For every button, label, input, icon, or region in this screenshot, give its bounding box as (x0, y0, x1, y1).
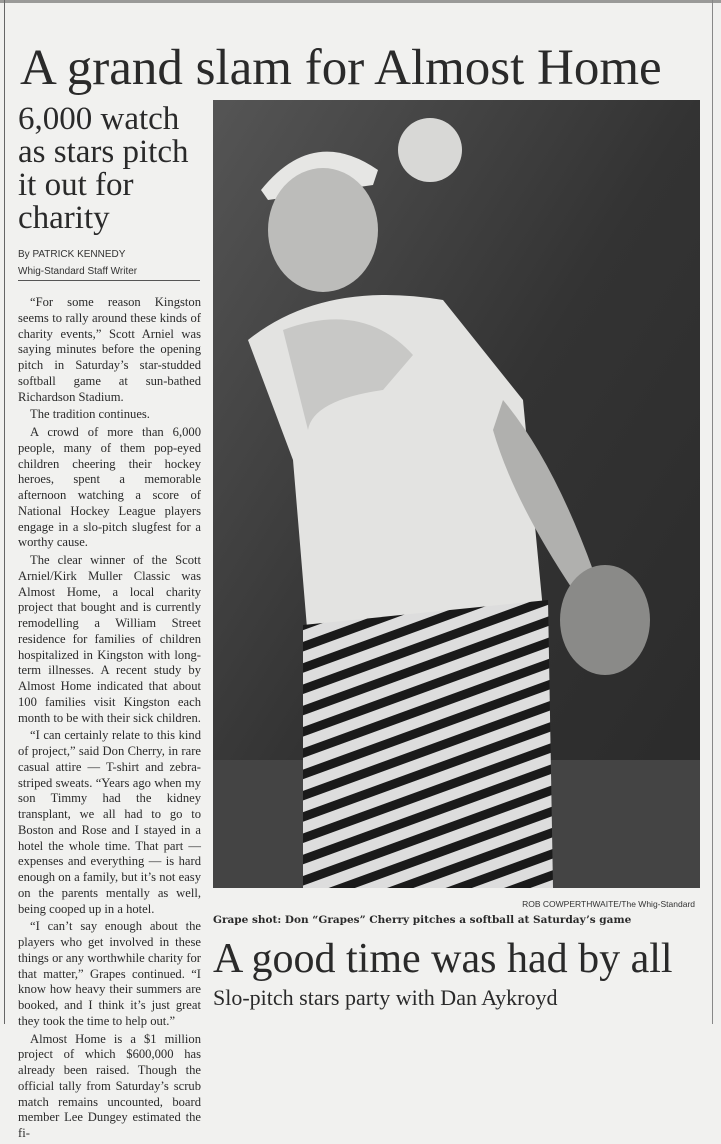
glove (560, 565, 650, 675)
second-headline: A good time was had by all (213, 936, 673, 982)
article-paragraph: Almost Home is a $1 million project of which $600,000 has already been raised. Though the official tally from Saturday’s scrub match remains uncounted, board member Lee Dungey estimated the fi- (18, 1031, 201, 1140)
article-paragraph: The tradition continues. (30, 407, 150, 422)
right-border-rule (712, 0, 713, 1024)
article-paragraph: “I can certainly relate to this kind of project,” said Don Cherry, in rare casual attire — T-shirt and zebra-striped sweats. “Years ago when my son Timmy had the kidney transplant, we all had to go to Boston and Rose and I stayed in a hotel the whole time. That part — expenses and everything — is hard enough on a family, but it’s not easy on the parents mentally as well, being cooped up in a hotel. (18, 728, 201, 916)
article-body (18, 295, 201, 1144)
face (268, 168, 378, 292)
zebra-sweats (303, 600, 553, 888)
byline-author: By PATRICK KENNEDY (18, 249, 126, 260)
article-paragraph: The clear winner of the Scott Arniel/Kirk Muller Classic was Almost Home, a local charity project that bought and is currently remodelling a William Street residence for families of children hospitalized in Kingston with long-term illnesses. A recent study by Almost Home indicated that about 100 families visit Kingston each month to be with their sick children. (18, 553, 201, 725)
left-border-rule (4, 0, 5, 1024)
news-photo (213, 100, 700, 888)
main-headline: A grand slam for Almost Home (20, 40, 662, 96)
softball (398, 118, 462, 182)
byline-rule (18, 280, 200, 281)
deck-subheadline: 6,000 watch as stars pitch it out for charity (18, 101, 189, 236)
page-top-rule (0, 0, 721, 3)
second-subheadline: Slo-pitch stars party with Dan Aykroyd (213, 985, 558, 1010)
article-paragraph: “I can’t say enough about the players who get involved in these things or any worthwhile charity for that matter,” Grapes continued. “I know how heavy their summers are booked, and I think it’s just great they took the time to help out.” (18, 919, 201, 1028)
article-paragraph: “For some reason Kingston seems to rally around these kinds of charity events,” Scott Arniel was saying minutes before the opening pitch in Saturday’s star-studded softball game at sun-bathed Richardson Stadium. (18, 295, 201, 404)
byline-title: Whig-Standard Staff Writer (18, 266, 138, 277)
article-paragraph: A crowd of more than 6,000 people, many of them pop-eyed children cheering their hockey heroes, spent a memorable afternoon watching a score of National Hockey League players engage in a slo-pitch slugfest for a worthy cause. (18, 425, 201, 550)
photo-caption: Grape shot: Don “Grapes” Cherry pitches a softball at Saturday’s game (213, 914, 632, 926)
photo-credit: ROB COWPERTHWAITE/The Whig-Standard (522, 899, 695, 909)
byline-block (18, 246, 137, 280)
pitcher-photo-illustration (213, 100, 700, 888)
